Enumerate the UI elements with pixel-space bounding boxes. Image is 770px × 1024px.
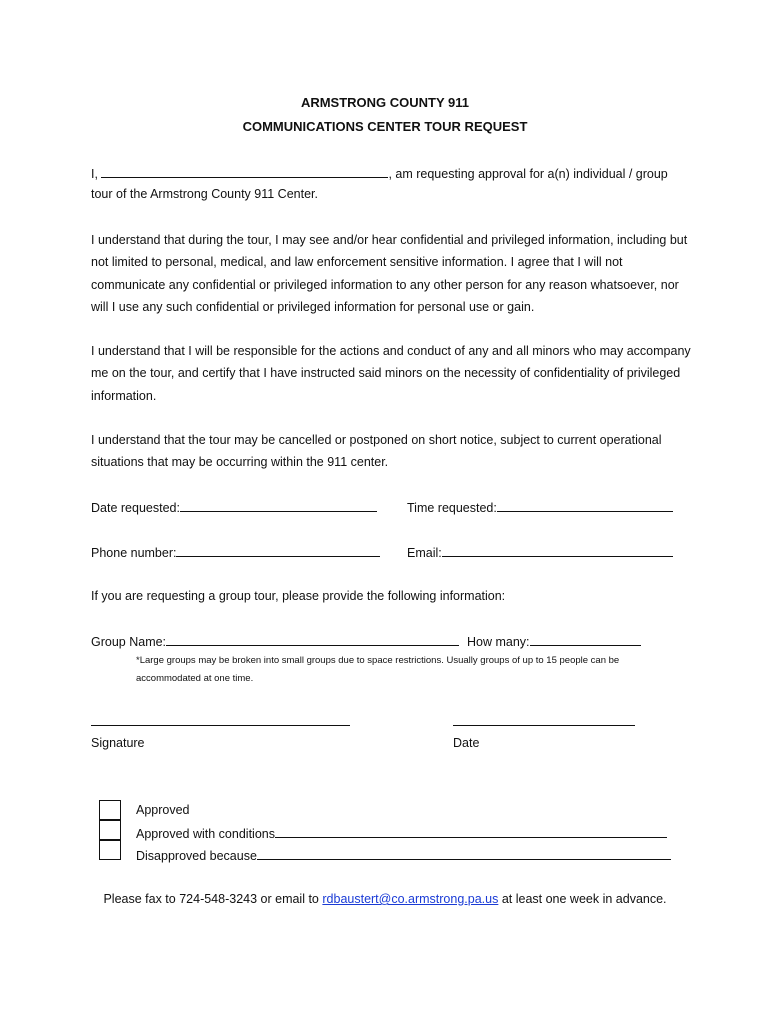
group-intro: If you are requesting a group tour, please provide the following information: (91, 589, 506, 603)
disapproved-because-row (136, 847, 671, 863)
footer-suffix: at least one week in advance. (501, 892, 667, 906)
phone-number-row (91, 544, 380, 560)
date-requested-row (91, 499, 377, 515)
email-field[interactable] (442, 544, 673, 557)
group-size-note: *Large groups may be broken into small groups due to space restrictions. Usually groups of up to 15 people can be accommodated at one time. (136, 655, 620, 684)
footer-email-link[interactable]: rdbaustert@co.armstrong.pa.us (322, 892, 499, 906)
footer-prefix: Please fax to 724-548-3243 or email to (103, 892, 319, 906)
disapproved-checkbox[interactable] (99, 840, 121, 860)
time-requested-row (407, 499, 673, 515)
time-requested-field[interactable] (497, 499, 673, 512)
date-requested-field[interactable] (180, 499, 377, 512)
approved-checkbox[interactable] (99, 800, 121, 820)
footer-instructions (0, 892, 770, 906)
how-many-field[interactable] (530, 633, 641, 646)
phone-number-label: Phone number: (91, 546, 177, 560)
group-name-label: Group Name: (91, 635, 167, 649)
approved-with-conditions-checkbox[interactable] (99, 820, 121, 840)
intro-prefix: I, (91, 167, 98, 181)
how-many-row (467, 633, 641, 649)
group-name-row (91, 633, 459, 649)
how-many-label: How many: (467, 635, 530, 649)
approved-with-conditions-label: Approved with conditions (136, 827, 275, 841)
requester-name-field[interactable] (101, 165, 388, 178)
confidentiality-paragraph: I understand that during the tour, I may see and/or hear confidential and privileged information, including but not limited to personal, medical, and law enforcement sensitive information. I agree that I will not communicate any confidential or privileged information to any other person for any reason whatsoever, nor will I use any such confidential or privileged information for personal use or gain. (91, 233, 688, 314)
date-label: Date (453, 736, 480, 750)
email-row (407, 544, 673, 560)
signature-label: Signature (91, 736, 145, 750)
conditions-field[interactable] (275, 825, 667, 838)
intro-suffix: , am requesting approval for a(n) individual / group (388, 167, 668, 181)
time-requested-label: Time requested: (407, 501, 497, 515)
disapproved-because-label: Disapproved because (136, 849, 257, 863)
intro-line-1 (91, 165, 668, 181)
minors-paragraph: I understand that I will be responsible for the actions and conduct of any and all minors who may accompany me on the tour, and certify that I have instructed said minors on the necessity of confidentiality of privileged information. (91, 344, 691, 403)
signature-line[interactable] (91, 725, 350, 726)
intro-line-2: tour of the Armstrong County 911 Center. (91, 187, 318, 201)
phone-number-field[interactable] (176, 544, 380, 557)
date-requested-label: Date requested: (91, 501, 180, 515)
title-line-1: ARMSTRONG COUNTY 911 (300, 95, 470, 110)
date-line[interactable] (453, 725, 635, 726)
title-line-2: COMMUNICATIONS CENTER TOUR REQUEST (242, 119, 528, 134)
approved-label: Approved (136, 803, 190, 817)
approved-with-conditions-row (136, 825, 667, 841)
group-name-field[interactable] (166, 633, 459, 646)
cancellation-paragraph: I understand that the tour may be cancelled or postponed on short notice, subject to current operational situations that may be occurring within the 911 center. (91, 433, 662, 470)
email-label: Email: (407, 546, 442, 560)
disapproval-reason-field[interactable] (257, 847, 671, 860)
